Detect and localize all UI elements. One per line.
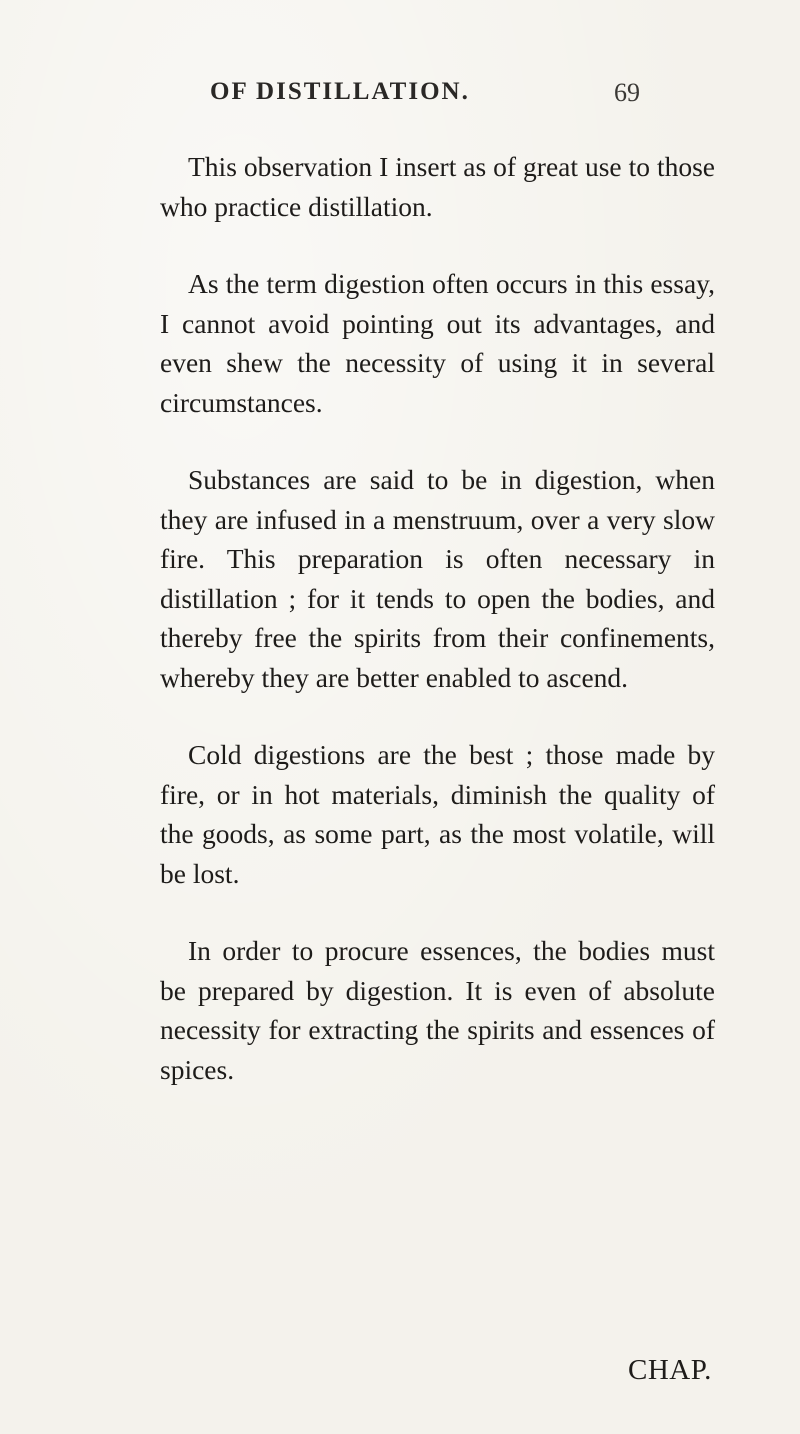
body-text: [160, 147, 715, 1127]
running-head-title: OF DISTILLATION.: [210, 78, 470, 105]
running-head: [0, 78, 800, 118]
catchword: CHAP.: [628, 1354, 712, 1386]
paragraph-digestion-term: As the term digestion often occurs in this essay, I cannot avoid pointing out its advantages, and even shew the necessity of using it in several circumstances.: [160, 268, 715, 418]
page-number: 69: [614, 78, 640, 107]
paragraph-essences: In order to procure essences, the bodies must be prepared by digestion. It is even of absolute necessity for extracting the spirits and essences of spices.: [160, 935, 715, 1085]
paragraph-observation: This observation I insert as of great use to those who practice distillation.: [160, 151, 715, 222]
paragraph-substances: Substances are said to be in digestion, when they are infused in a menstruum, over a very slow fire. This preparation is often necessary in distillation ; for it tends to open the bodies, and thereby free the spirits from their confinements, whereby they are better enabled to ascend.: [160, 464, 715, 693]
paragraph-cold-digestions: Cold digestions are the best ; those made by fire, or in hot materials, diminish the quality of the goods, as some part, as the most volatile, will be lost.: [160, 739, 715, 889]
